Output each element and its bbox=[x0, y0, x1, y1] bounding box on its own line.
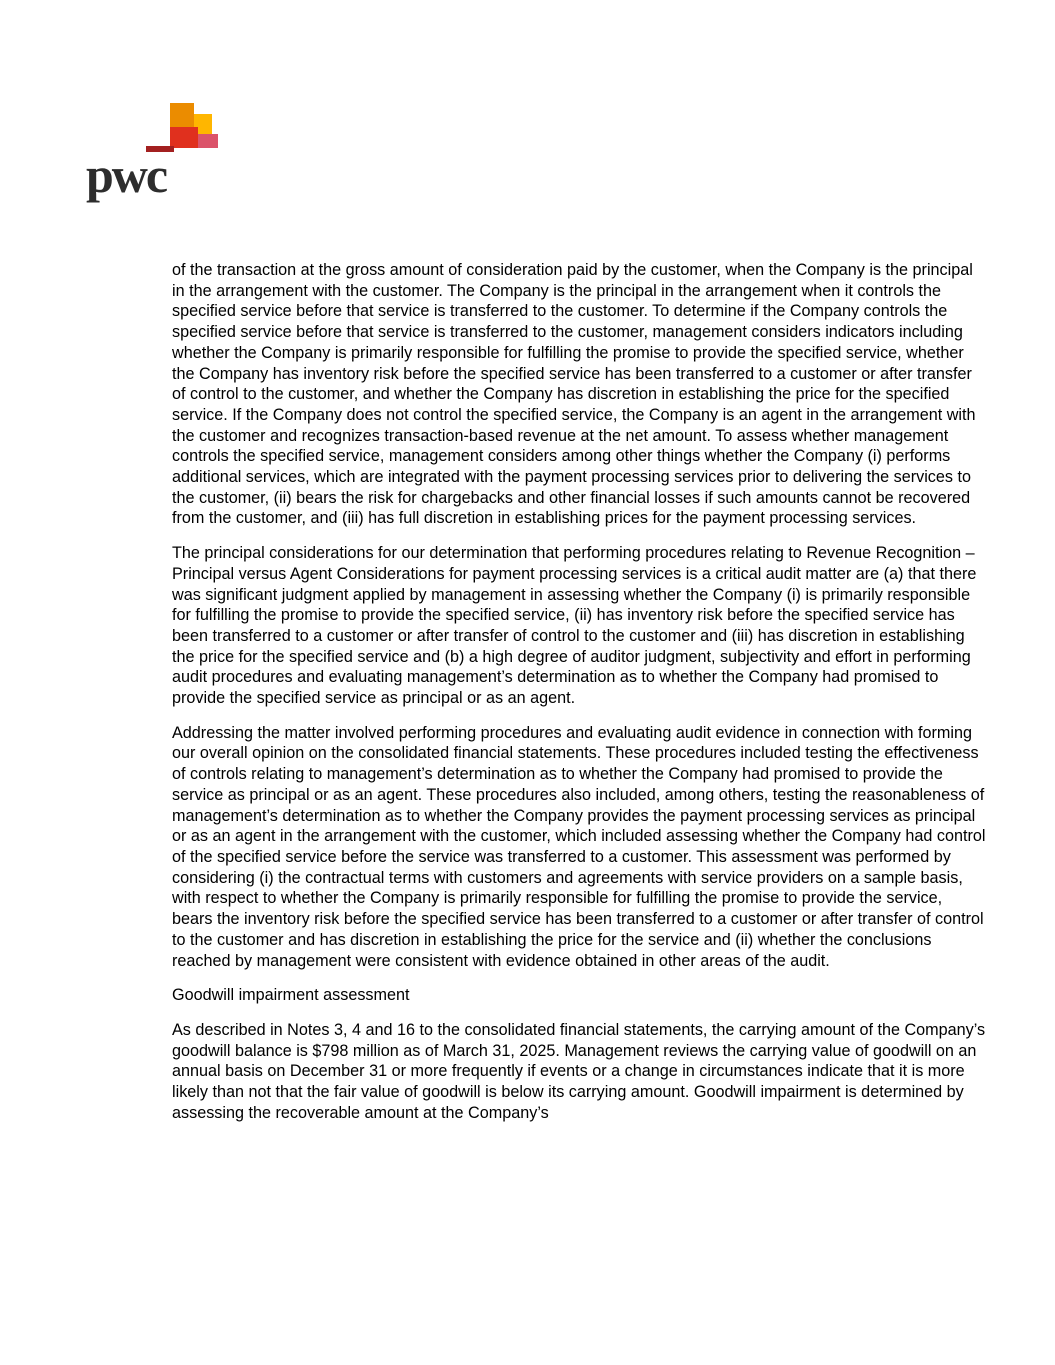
logo-block-red bbox=[170, 127, 198, 148]
paragraph-critical-audit-matter-considerations: The principal considerations for our determination that performing procedures relating to Revenue Recognition – Principal versus Agent Considerations for payment processing services is a critical audit matter are (a) that there was significant judgment applied by management in assessing whether the Company (i) is primarily responsible for fulfilling the promise to provide the specified service, (ii) has inventory risk before the specified service has been transferred to a customer or after transfer of control to the customer and (iii) has discretion in establishing the price for the specified service and (b) a high degree of auditor judgment, subjectivity and effort in performing audit procedures and evaluating management’s determination as to whether the Company had promised to provide the specified service as principal or as an agent. bbox=[172, 544, 977, 708]
paragraph-goodwill-description: As described in Notes 3, 4 and 16 to the consolidated financial statements, the carrying amount of the Company’s goodwill balance is $798 million as of March 31, 2025. Management reviews the carrying value of goodwill on an annual basis on December 31 or more frequently if events or a change in circumstances indicate that it is more likely than not that the fair value of goodwill is below its carrying amount. Goodwill impairment is determined by assessing the recoverable amount at the Company’s bbox=[172, 1020, 986, 1122]
logo-wordmark: pwc bbox=[86, 147, 167, 203]
report-body bbox=[172, 260, 987, 1137]
paragraph-principal-agent-description: of the transaction at the gross amount of consideration paid by the customer, when the Company is the principal in the arrangement with the customer. The Company is the principal in the arrangement when it controls the specified service before that service is transferred to the customer. To determine if the Company controls the specified service before that service is transferred to the customer, management considers indicators including whether the Company is primarily responsible for fulfilling the promise to provide the specified service, whether the Company has inventory risk before the specified service has been transferred to a customer or after transfer of control to the customer, and whether the Company has discretion in establishing the price for the specified service. If the Company does not control the specified service, the Company is an agent in the arrangement with the customer and recognizes transaction-based revenue at the net amount. To assess whether management controls the specified service, management considers among other things whether the Company (i) performs additional services, which are integrated with the payment processing services prior to delivering the services to the customer, (ii) bears the risk for chargebacks and other financial losses if such amounts cannot be recovered from the customer, and (iii) has full discretion in establishing prices for the payment processing services. bbox=[172, 261, 976, 528]
paragraph-audit-procedures: Addressing the matter involved performing procedures and evaluating audit evidence in connection with forming our overall opinion on the consolidated financial statements. These procedures included testing the effectiveness of controls relating to management’s determination as to whether the Company had promised to provide the service as principal or as an agent. These procedures also included, among others, testing the reasonableness of management’s determination as to whether the Company provides the payment processing services as principal or as an agent in the arrangement with the customer, which included assessing whether the Company had control of the specified service before the service was transferred to a customer. This assessment was performed by considering (i) the contractual terms with customers and agreements with service providers on a sample basis, with respect to whether the Company is primarily responsible for fulfilling the promise to provide the service, bears the inventory risk before the specified service has been transferred to a customer or after transfer of control to the customer and has discretion in establishing the price for the service and (ii) whether the conclusions reached by management were consistent with evidence obtained in other areas of the audit. bbox=[172, 723, 986, 970]
pwc-logo-mark bbox=[86, 100, 226, 210]
pwc-logo bbox=[86, 100, 226, 210]
section-heading-goodwill: Goodwill impairment assessment bbox=[172, 986, 410, 1005]
